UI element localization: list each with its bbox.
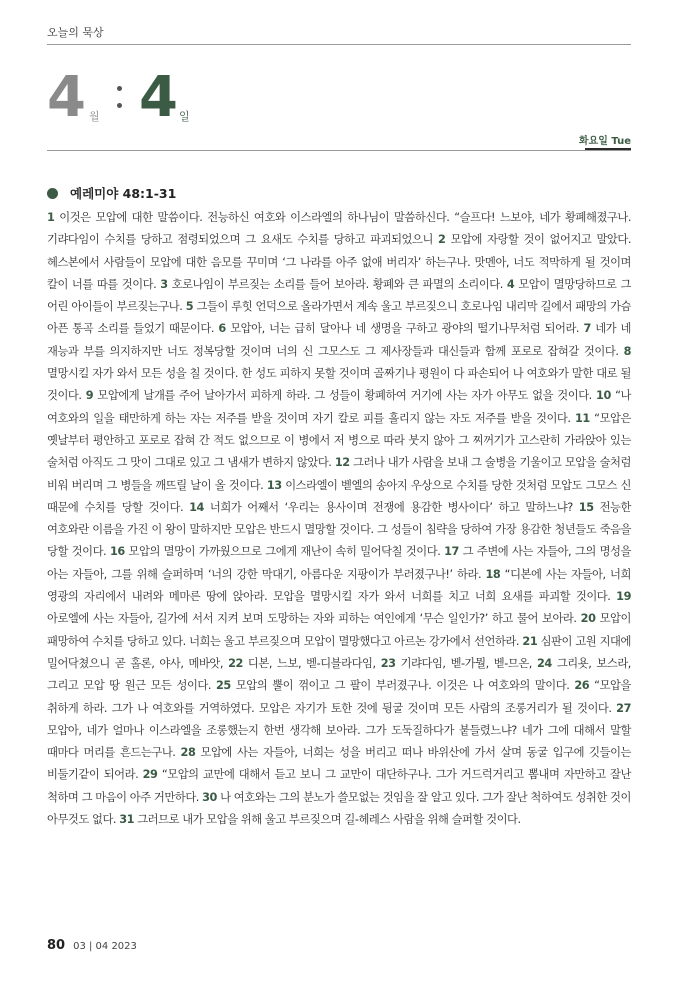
verse-number: 8 [623,344,631,358]
bullet-dot-icon [47,188,58,199]
verse-number: 4 [506,277,515,291]
verse-number: 30 [202,790,217,804]
verse-text: 그 주변에 사는 자들아, 그의 명성을 아는 자들아, 그를 위해 슬퍼하며 ‘너의 강한 막대기, 아름다운 지팡이가 부러졌구나!’ 하라. [47,545,631,581]
passage-heading [47,184,176,202]
verse-number: 13 [266,478,282,492]
verse-text: 그러므로 내가 모압을 위해 울고 부르짖으며 길-헤레스 사람을 위해 슬퍼할 것이다. [137,813,521,827]
verse-text: 아로엘에 사는 자들아, 길가에 서서 지켜 보며 도망하는 자와 피하는 여인에게 ‘무슨 일인가?’ 하고 물어 보아라. [47,612,577,626]
verse-text: “모압의 교만에 대해서 듣고 보니 그 교만이 대단하구나. 그가 거드럭거리고 뽐내며 자만하고 잘난 척하며 그 마음이 아주 거만하다. [47,768,631,804]
verse-number: 24 [536,656,552,670]
month-unit: 월 [89,110,100,123]
verse-number: 3 [160,277,168,291]
running-head: 오늘의 묵상 [47,26,104,39]
verse-text: 모압이 패망하여 수치를 당하고 있다. 너희는 울고 부르짖으며 모압이 멸망했다고 아르논 강가에서 선언하라. [47,612,631,648]
verse-number: 17 [444,545,459,559]
verse-number: 20 [580,612,596,626]
verse-text: 전능한 여호와란 이름을 가진 이 왕이 말하지만 모압은 반드시 멸망할 것이다. 그 성들이 침략을 당하여 가장 용감한 청년들도 죽음을 당할 것이다. [47,500,631,559]
verse-number: 27 [616,701,631,715]
page-footer [47,938,137,953]
page-number: 80 [47,938,66,953]
verse-number: 2 [438,233,446,247]
verse-number: 12 [334,456,350,470]
verse-number: 15 [578,500,594,514]
verse-text: 기랴다임, 벧-가뭘, 벧-므온, [400,656,532,670]
passage-reference: 예레미야 48:1-31 [70,186,177,201]
verse-number: 29 [142,768,158,782]
verse-text: 네가 네 재능과 부를 의지하지만 너도 정복당할 것이며 너의 신 그모스도 그 제사장들과 대신들과 함께 포로로 잡혀갈 것이다. [47,322,631,358]
verse-text: “모압은 옛날부터 평안하고 포로로 잡혀 간 적도 없으므로 이 병에서 저 병으로 따라 붓지 않아 그 찌꺼기가 고스란히 가라앉아 있는 술처럼 아직도 그 맛이 그대로 있고 그 냄새가 변하지 않았다. [47,411,631,470]
verse-text: 나 여호와는 그의 분노가 쓸모없는 것임을 잘 알고 있다. 그가 잘난 척하여도 성취한 것이 아무것도 없다. [47,790,631,827]
weekday-label: 화요일 Tue [578,136,631,147]
verse-text: 심판이 고원 지대에 밀어닥쳤으니 곧 홀론, 야사, 메바앗, [47,634,631,670]
scripture-text [47,207,631,831]
verse-text: 모압에 자랑할 것이 없어지고 말았다. 헤스본에서 사람들이 모압에 대한 음모를 꾸미며 ‘그 나라를 아주 없애 버리자’ 하는구나. 맛멘아, 너도 적막하게 될 것이며 칼이 너를 따를 것이다. [47,233,631,291]
verse-number: 18 [485,567,501,581]
verse-text: 모압아, 너는 급히 달아나 네 생명을 구하고 광야의 떨기나무처럼 되어라. [230,322,580,336]
verse-text: 모압에 사는 자들아, 너희는 성을 버리고 떠나 바위산에 가서 살며 동굴 입구에 깃들이는 비둘기같이 되어라. [47,746,631,782]
top-divider [47,44,631,45]
verse-number: 10 [596,389,611,403]
verse-text: 모압의 멸망이 가까웠으므로 그에게 재난이 속히 밀어닥칠 것이다. [128,545,441,559]
verse-text: 그러나 내가 사람을 보내 그 술병을 기울이고 모압을 술처럼 비워 버리며 그 병들을 깨뜨릴 날이 올 것이다. [47,456,631,492]
verse-number: 28 [180,746,196,760]
verse-text: 그리욧, 보스라, 그리고 모압 땅 원근 모든 성이다. [47,656,631,693]
verse-number: 11 [574,411,590,425]
verse-text: 멸망시킬 자가 와서 모든 성을 칠 것이다. 한 성도 피하지 못할 것이며 골짜기나 평원이 다 파손되어 나 여호와가 말한 대로 될 것이다. [47,367,631,403]
verse-number: 9 [85,389,94,403]
day-unit: 일 [179,110,190,123]
verse-text: 너희가 어째서 ‘우리는 용사이며 전쟁에 용감한 병사이다’ 하고 말하느냐? [209,500,573,514]
verse-number: 21 [522,634,538,648]
issue-date: 03 | 04 2023 [73,941,137,952]
verse-number: 22 [228,656,243,670]
verse-text: “나 여호와의 일을 태만하게 하는 자는 저주를 받을 것이며 자기 칼로 피를 흘리지 않는 자도 저주를 받을 것이다. [47,389,631,425]
verse-number: 14 [189,500,204,514]
verse-number: 26 [574,679,590,693]
date-separator [117,86,123,120]
month-number: 4 [47,65,86,130]
day-number: 4 [139,65,178,130]
verse-text: 이스라엘이 벧엘의 송아지 우상으로 수치를 당한 것처럼 모압도 그모스 신 때문에 수치를 당할 것이다. [47,478,631,514]
verse-text: “모압을 취하게 하라. 그가 나 여호와를 거역하였다. 모압은 자기가 토한 것에 뒹굴 것이며 모든 사람의 조롱거리가 될 것이다. [47,679,631,715]
verse-number: 19 [616,590,631,604]
verse-text: 이것은 모압에 대한 말씀이다. 전능하신 여호와 이스라엘의 하나님이 말씀하신다. “슬프다! 느보야, 네가 황폐해졌구나. 기랴다임이 수치를 당하고 점령되었으며 그 요새도 수치를 당하고 파괴되었으니 [47,211,631,247]
verse-number: 31 [119,813,135,827]
verse-text: 호로나임이 부르짖는 소리를 들어 보아라. 황폐와 큰 파멸의 소리이다. [171,277,503,291]
verse-number: 6 [218,322,226,336]
verse-text: 모압의 뿔이 꺾이고 그 팔이 부러졌구나. 이것은 나 여호와의 말이다. [235,679,570,693]
verse-text: 모압아, 네가 얼마나 이스라엘을 조롱했는지 한번 생각해 보아라. 그가 도둑질하다가 붙들렸느냐? 네가 그에 대해서 말할 때마다 머리를 흔드는구나. [47,723,631,760]
verse-number: 16 [109,545,125,559]
verse-text: “디본에 사는 자들아, 너희 영광의 자리에서 내려와 메마른 땅에 앉아라. 모압을 멸망시킬 자가 와서 너희를 치고 너희 요새를 파괴할 것이다. [47,567,631,604]
verse-number: 25 [216,679,231,693]
verse-text: 모압이 멸망당하므로 그 어린 아이들이 부르짖는구나. [47,277,631,314]
verse-text: 모압에게 날개를 주어 날아가서 피하게 하라. 그 성들이 황폐하여 거기에 사는 자가 아무도 없을 것이다. [97,389,592,403]
verse-number: 7 [583,322,591,336]
verse-text: 디본, 느보, 벧-디블라다임, [247,656,376,670]
verse-number: 23 [380,656,396,670]
verse-number: 1 [47,211,55,224]
verse-text: 그들이 루힛 언덕으로 올라가면서 계속 울고 부르짖으니 호로나임 내리막 길에서 패망의 가슴 아픈 통곡 소리를 들었기 때문이다. [47,300,631,336]
verse-number: 5 [185,300,194,314]
header-divider [47,150,631,151]
